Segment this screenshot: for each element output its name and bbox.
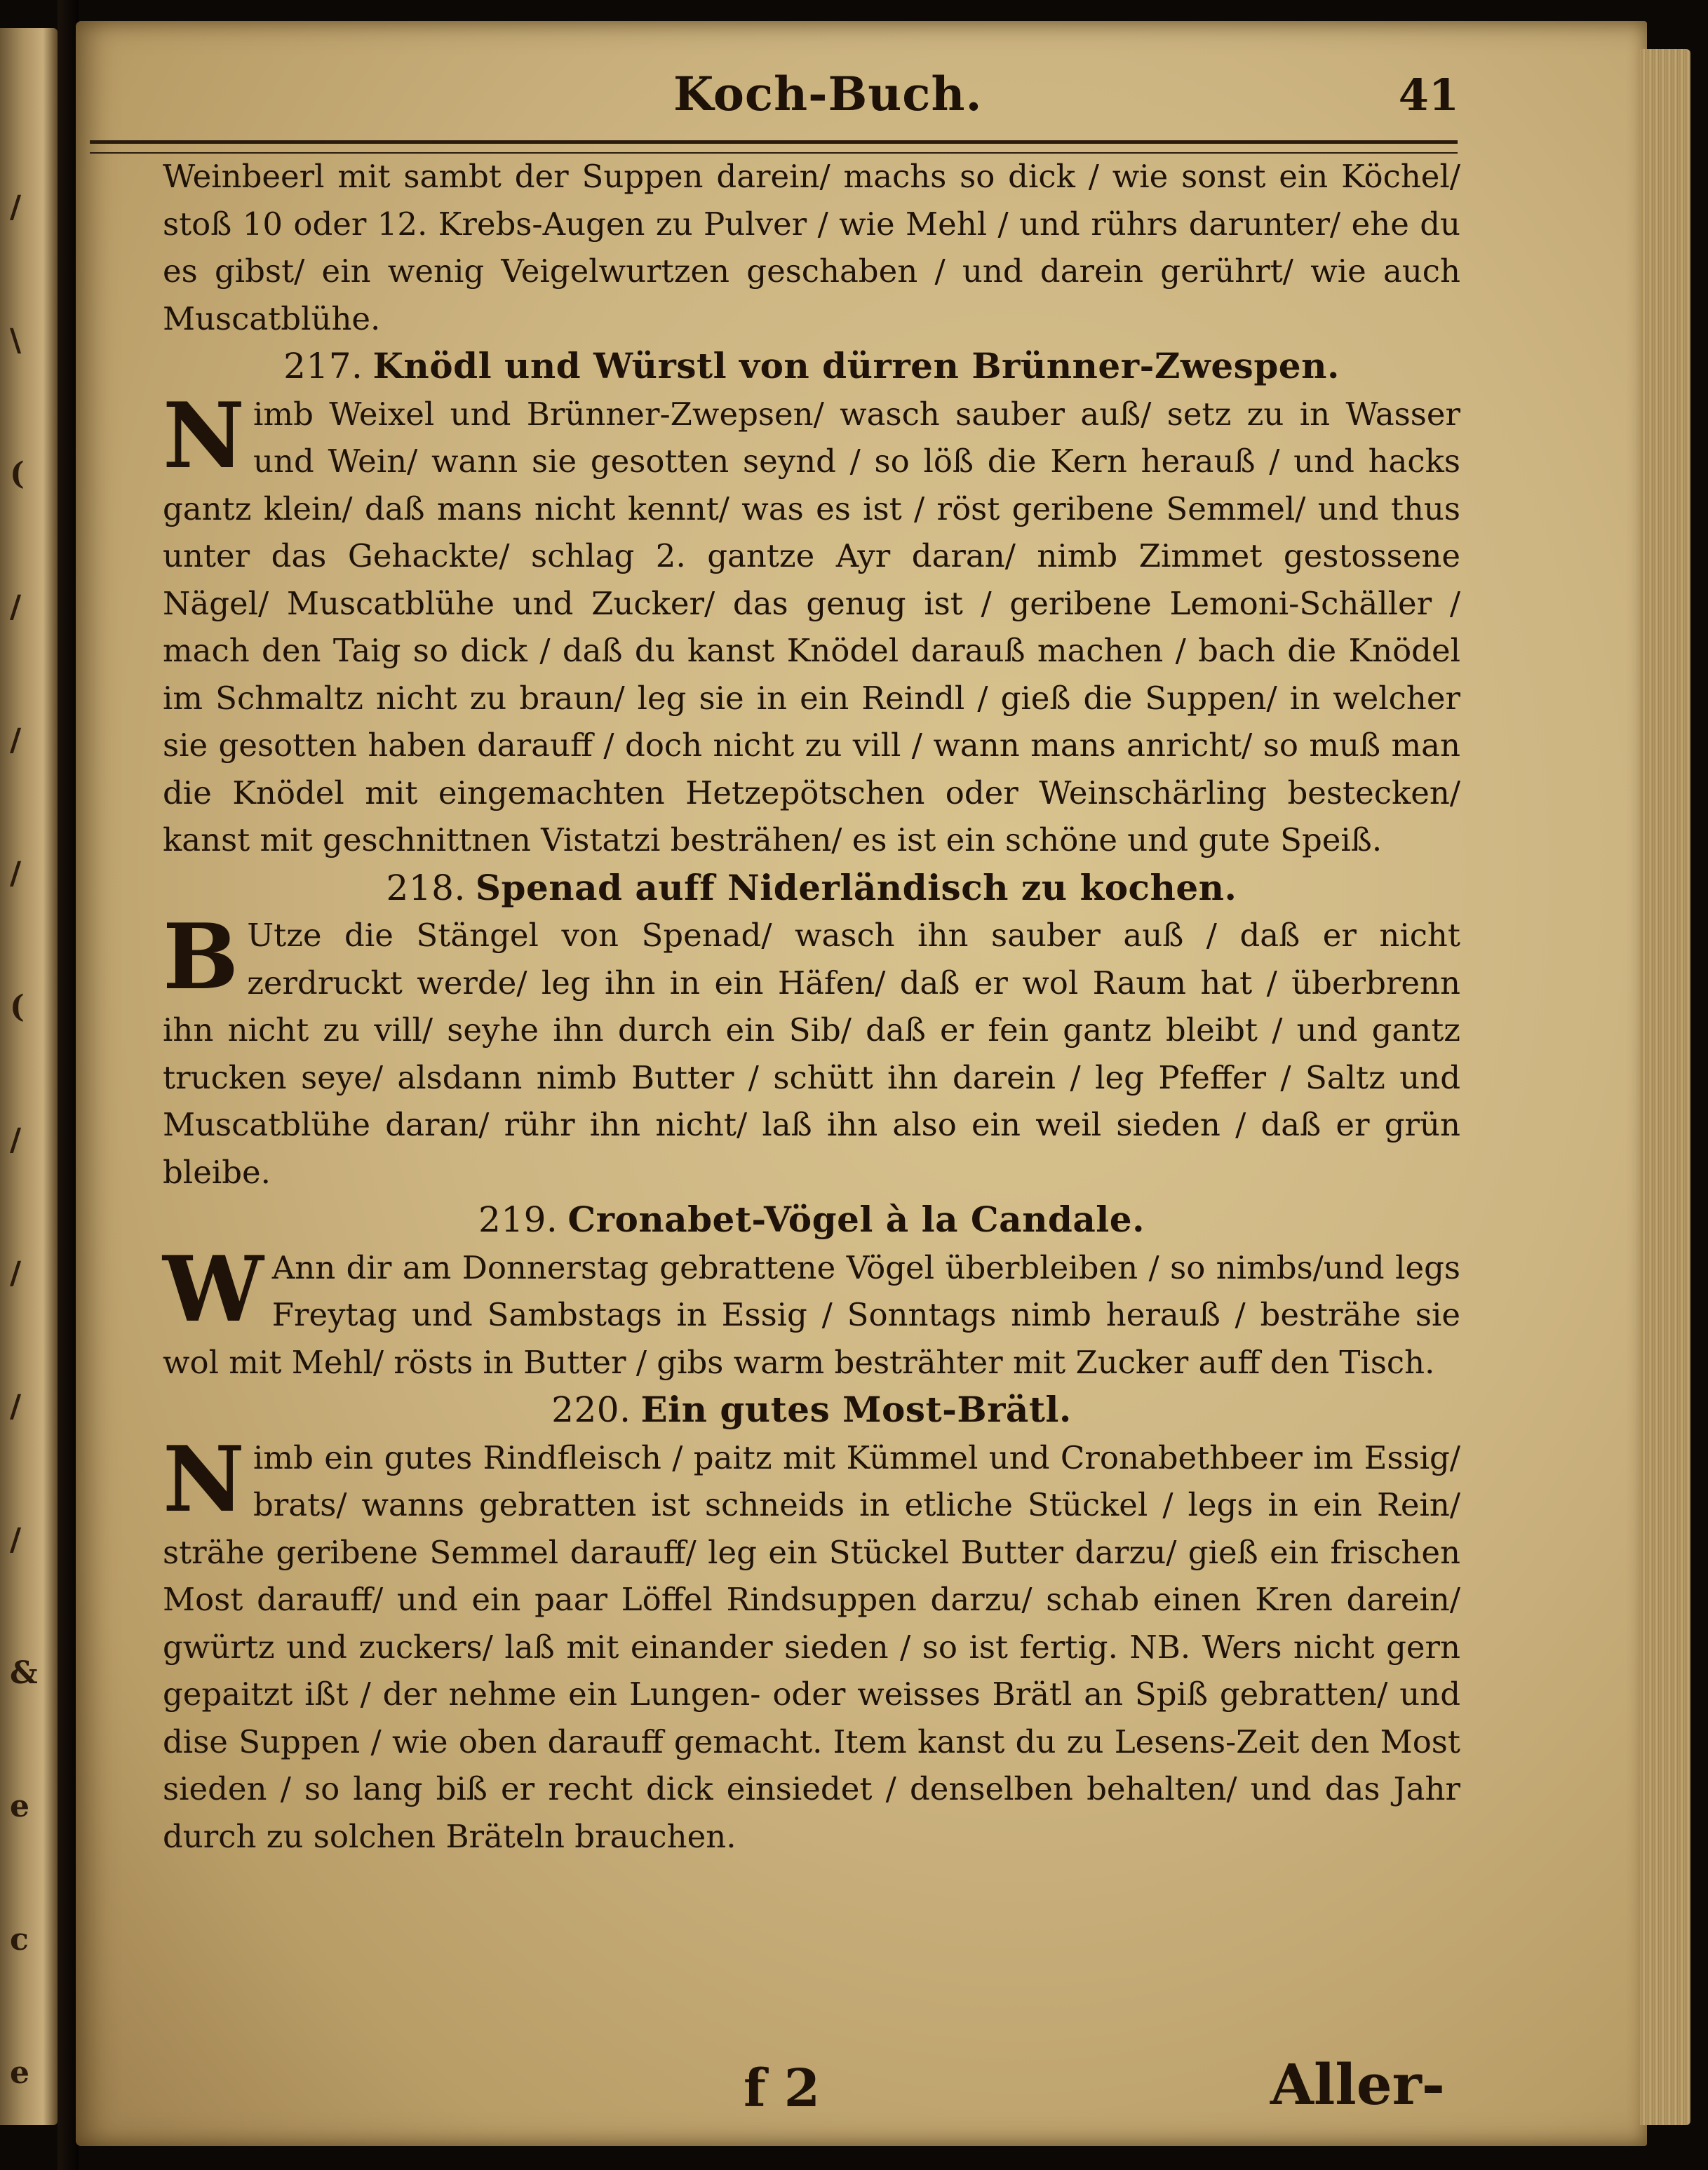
running-title: Koch-Buch. bbox=[673, 67, 983, 121]
recipe-text bbox=[163, 905, 1460, 1196]
left-page-fragment: / bbox=[10, 1122, 22, 1158]
left-page-fragment: & bbox=[10, 1655, 38, 1691]
recipe-217 bbox=[163, 342, 1460, 864]
left-page-edge bbox=[0, 28, 58, 2125]
recipe-body: imb Weixel und Brünner-Zwepsen/ wasch sauber auß/ setz zu in Wasser und Wein/ wann sie gesotten seynd / so löß die Kern herauß / und hacks gantz klein/ daß mans nicht kennt/ was es ist / röst geribene Semmel/ und thus unter das Gehackte/ schlag 2. gantze Ayr daran/ nimb Zimmet gestossene Nägel/ Muscatblühe und Zucker/ das genug ist / geribene Lemoni-Schäller / mach den Taig so dick / daß du kanst Knödel darauß machen / bach die Knödel im Schmaltz nicht zu braun/ leg sie in ein Reindl / gieß die Suppen/ in welcher sie gesotten haben darauff / doch nicht zu vill / wann mans anricht/ so muß man die Knödel mit eingemachten Hetzepötschen oder Weinschärling bestecken/ kanst mit geschnittnen Vistatzi besträhen/ es ist ein schöne und gute Speiß. bbox=[163, 395, 1460, 858]
recipe-text bbox=[163, 1427, 1460, 1861]
recipe-text bbox=[163, 1236, 1460, 1387]
recipe-heading bbox=[163, 864, 1460, 912]
left-page-fragment: / bbox=[10, 589, 22, 625]
recipe-number: 218. bbox=[386, 867, 466, 908]
left-page-fragment: ( bbox=[10, 989, 25, 1025]
recipe-heading bbox=[163, 1196, 1460, 1244]
recipe-title: Ein gutes Most-Brätl. bbox=[640, 1389, 1072, 1430]
left-page-fragment: / bbox=[10, 1522, 22, 1558]
recipe-number: 220. bbox=[551, 1389, 631, 1430]
recipe-body: Ann dir am Donnerstag gebrattene Vögel überbleiben / so nimbs/und legs Freytag und Sambstags in Essig / Sonntags nimb herauß / besträhe sie wol mit Mehl/ rösts in Butter / gibs warm besträhter mit Zucker auff den Tisch. bbox=[163, 1248, 1460, 1381]
drop-initial: N bbox=[163, 383, 245, 489]
recipe-text bbox=[163, 383, 1460, 864]
page-number: 41 bbox=[1398, 69, 1459, 121]
recipe-heading bbox=[163, 342, 1460, 391]
recipe-220 bbox=[163, 1386, 1460, 1860]
header-rule bbox=[90, 140, 1458, 154]
left-page-fragment: \ bbox=[10, 323, 22, 358]
recipe-number: 219. bbox=[478, 1199, 558, 1240]
drop-initial: N bbox=[163, 1427, 245, 1532]
drop-initial: W bbox=[163, 1236, 264, 1342]
recipe-body: imb ein gutes Rindfleisch / paitz mit Kümmel und Cronabethbeer im Essig/ brats/ wanns gebratten ist schneids in etliche Stückel / legs in ein Rein/ strähe geribene Semmel darauff/ leg ein Stückel Butter darzu/ gieß ein frischen Most darauff/ und ein paar Löffel Rindsuppen darzu/ schab einen Kren darein/ gwürtz und zuckers/ laß mit einander sieden / so ist fertig. NB. Wers nicht gern gepaitzt ißt / der nehme ein Lungen- oder weisses Brätl an Spiß gebratten/ und dise Suppen / wie oben darauff gemacht. Item kanst du zu Lesens-Zeit den Most sieden / so lang biß er recht dick einsiedet / denselben behalten/ und das Jahr durch zu solchen Bräteln brauchen. bbox=[163, 1438, 1460, 1855]
left-page-fragment: / bbox=[10, 189, 22, 225]
left-page-fragment: ( bbox=[10, 456, 25, 492]
recipe-title: Cronabet-Vögel à la Candale. bbox=[567, 1199, 1145, 1240]
recipe-title: Knödl und Würstl von dürren Brünner-Zwespen. bbox=[372, 345, 1340, 386]
catchword: Aller- bbox=[1270, 2051, 1445, 2117]
page-stack-edge bbox=[1640, 49, 1690, 2125]
recipe-heading bbox=[163, 1386, 1460, 1434]
page-body bbox=[163, 153, 1460, 1860]
signature-mark: f 2 bbox=[744, 2058, 821, 2119]
recipe-219 bbox=[163, 1196, 1460, 1386]
left-page-fragment: / bbox=[10, 856, 22, 891]
recipe-number: 217. bbox=[283, 346, 363, 386]
recipe-title: Spenad auff Niderländisch zu kochen. bbox=[475, 866, 1237, 908]
left-page-fragment: / bbox=[10, 1255, 22, 1291]
left-page-fragment: e bbox=[10, 2055, 29, 2091]
recipe-body: Utze die Stängel von Spenad/ wasch ihn sauber auß / daß er nicht zerdruckt werde/ leg ihn in ein Häfen/ daß er wol Raum hat / überbrenn ihn nicht zu vill/ seyhe ihn durch ein Sib/ daß er fein gantz bleibt / und gantz trucken seye/ alsdann nimb Butter / schütt ihn darein / leg Pfeffer / Saltz und Muscatblühe daran/ rühr ihn nicht/ laß ihn also ein weil sieden / daß er grün bleibe. bbox=[163, 917, 1460, 1191]
left-page-fragment: / bbox=[10, 1389, 22, 1424]
left-page-fragment: / bbox=[10, 722, 22, 758]
left-page-fragment: e bbox=[10, 1788, 29, 1824]
page-header bbox=[91, 67, 1459, 130]
left-page-fragment: c bbox=[10, 1922, 29, 1957]
intro-paragraph: Weinbeerl mit sambt der Suppen darein/ machs so dick / wie sonst ein Köchel/ stoß 10 oder 12. Krebs-Augen zu Pulver / wie Mehl / und rührs darunter/ ehe du es gibst/ ein wenig Veigelwurtzen geschaben / und darein gerührt/ wie auch Muscatblühe. bbox=[163, 158, 1460, 337]
drop-initial: B bbox=[163, 905, 239, 1010]
recipe-218 bbox=[163, 864, 1460, 1197]
